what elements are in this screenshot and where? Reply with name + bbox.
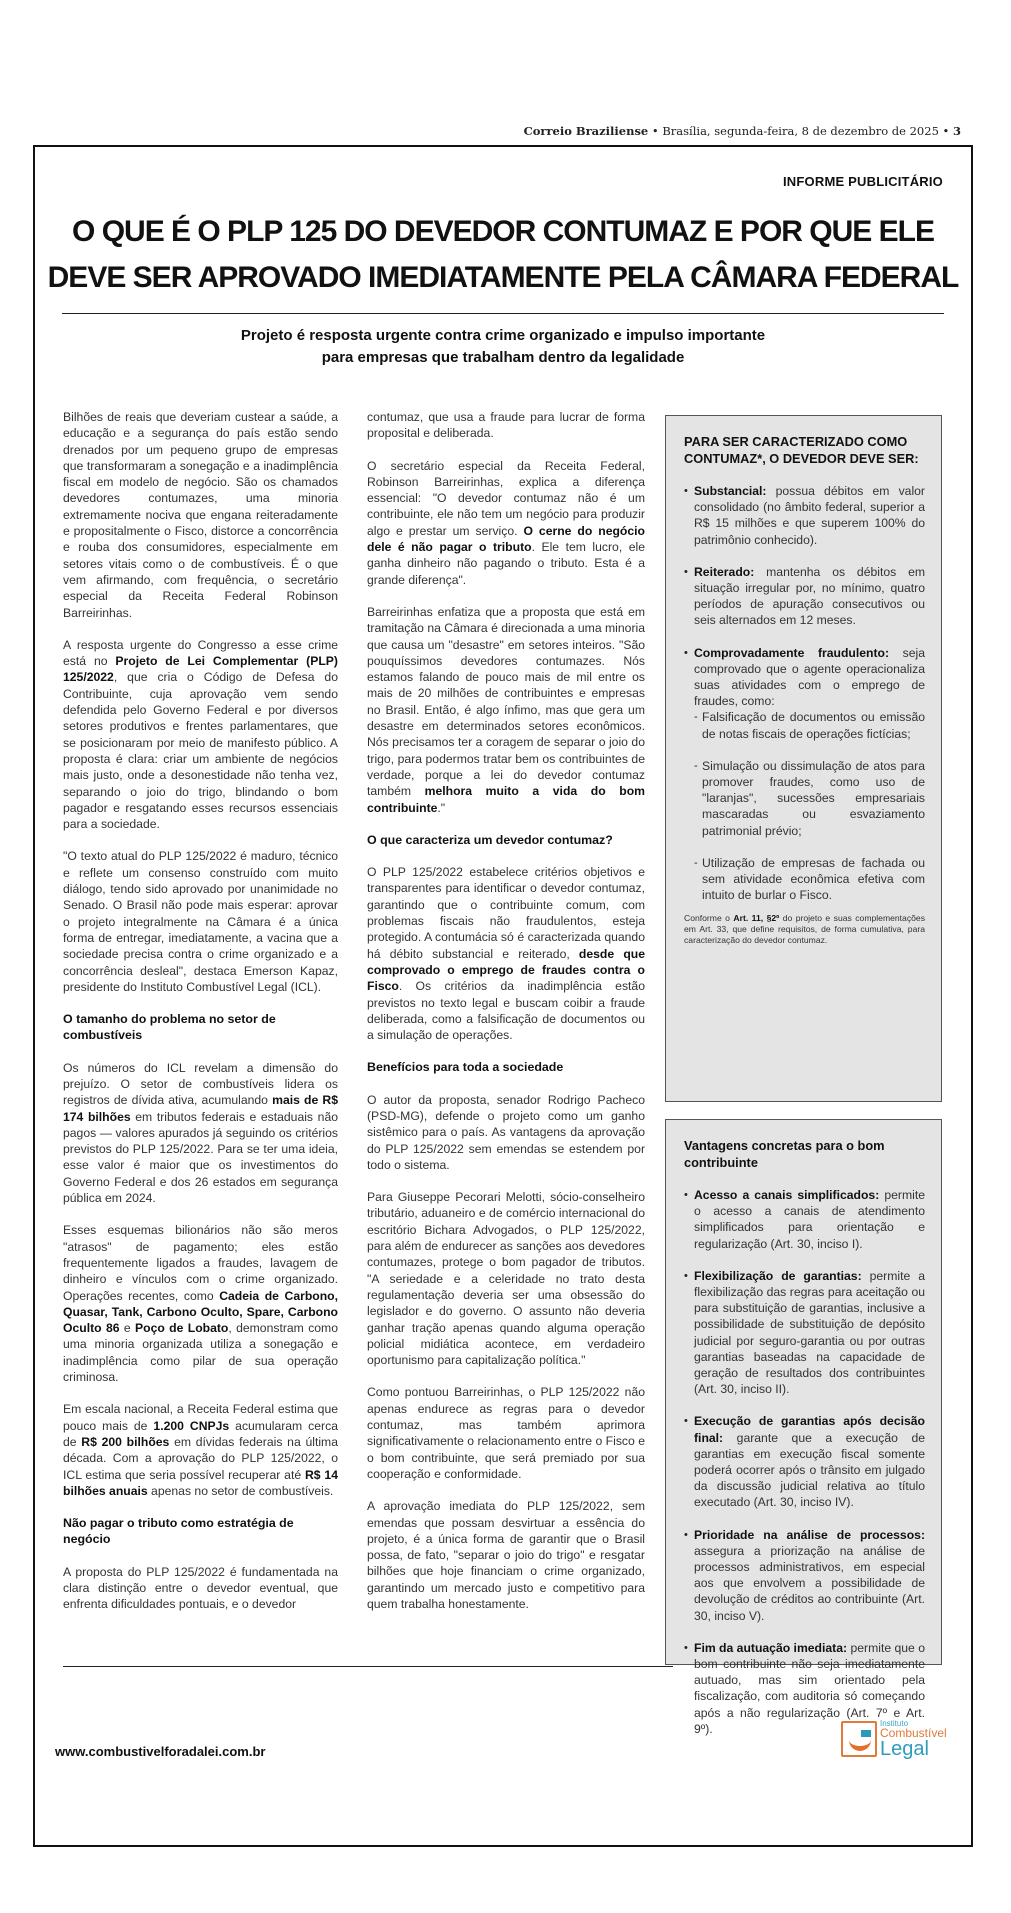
list-item: • Substancial: possua débitos em valor consolidado (no âmbito federal, superior a R$ 15 milhões e que superem 100% do patrimônio conhecido). (684, 483, 925, 548)
footnote: Conforme o Art. 11, §2º do projeto e suas complementações em Art. 33, que define requisitos, de forma cumulativa, para caracterização do devedor contumaz. (684, 913, 925, 946)
divider (62, 313, 944, 314)
list-item: • Reiterado: mantenha os débitos em situação irregular por, no mínimo, quatro períodos de apuração consecutivos ou seis alternados em 12 meses. (684, 564, 925, 629)
section-heading: Benefícios para toda a sociedade (367, 1060, 564, 1075)
logo-mark-icon (841, 1721, 877, 1757)
headline (45, 209, 961, 301)
advantages-list (684, 1187, 925, 1737)
criteria-sidebar-box (665, 415, 942, 1102)
list-item: • Fim da autuação imediata: permite que o bom contribuinte não seja imediatamente autuado, mas sim orientado pela fiscalização, com auditoria só começando após a não regularização (Art. 7º e Art. 9º). (684, 1640, 925, 1737)
paragraph: Como pontuou Barreirinhas, o PLP 125/2022 não apenas endurece as regras para o devedor contumaz, mas também aprimora significativamente o relacionamento entre o Fisco e o bom contribuinte, que será premiado por sua cooperação e conformidade. (367, 1385, 645, 1481)
logo-text-line-1: Instituto (880, 1719, 909, 1728)
sub-list-item: - Falsificação de documentos ou emissão de notas fiscais de operações fictícias; (694, 709, 925, 741)
logo-smile-icon (849, 1737, 871, 1751)
instituto-combustivel-legal-logo (841, 1719, 949, 1763)
paragraph: O PLP 125/2022 estabelece critérios objetivos e transparentes para identificar o devedor contumaz, garantindo que o contribuinte comum, com problemas fiscais não fraudulentos, esteja protegido. A contumácia só é caracterizada quando há débito substancial e reiterado, desde que comprovado o emprego de fraudes contra o Fisco. Os critérios da inadimplência estão previstos no texto legal e buscam coibir a fraude deliberada, como a falsificação de documentos ou a simulação de operações. (367, 865, 645, 1043)
section-heading: Não pagar o tributo como estratégia de negócio (63, 1516, 294, 1547)
paragraph: Barreirinhas enfatiza que a proposta que está em tramitação na Câmara é direcionada a uma minoria que causa um "desastre" em setores inteiros. "São pouquíssimos devedores contumazes. Nós estamos falando de pouco mais de mil entre os mais de 20 milhões de contribuintes e empresas no Brasil. Então, é algo ínfimo, mas que gera um desastre em determinados setores econômicos. Nós precisamos ter a coragem de separar o joio do trigo, para podermos tratar bem os contribuintes de verdade, porque a lei do devedor contumaz também melhora muito a vida do bom contribuinte." (367, 604, 645, 815)
subhead-line-1: Projeto é resposta urgente contra crime organizado e impulso importante (240, 327, 766, 344)
headline-line-1: O QUE É O PLP 125 DO DEVEDOR CONTUMAZ E POR QUE ELE (72, 215, 934, 248)
logo-bars-icon (861, 1730, 871, 1737)
newspaper-name: Correio Braziliense (523, 124, 649, 138)
list-item: • Execução de garantias após decisão final: garante que a execução de garantias em execução fiscal somente poderá ocorrer após o trânsito em julgado da discussão judicial relativa ao título executado (Art. 30, inciso IV). (684, 1413, 925, 1510)
box-title: PARA SER CARACTERIZADO COMO CONTUMAZ*, O DEVEDOR DEVE SER: (684, 434, 919, 466)
criteria-list (684, 483, 925, 903)
paragraph: A proposta do PLP 125/2022 é fundamentada na clara distinção entre o devedor eventual, que enfrenta dificuldades pontuais, e o devedor (63, 1564, 338, 1612)
section-heading: O que caracteriza um devedor contumaz? (367, 832, 613, 847)
fraud-examples-list (694, 709, 925, 903)
page-number: 3 (952, 124, 961, 138)
sub-list-item: - Simulação ou dissimulação de atos para promover fraudes, como uso de "laranjas", sucessões empresariais mascaradas ou esvaziamento patrimonial prévio; (694, 758, 925, 839)
paragraph: Em escala nacional, a Receita Federal estima que pouco mais de 1.200 CNPJs acumularam cerca de R$ 200 bilhões em dívidas federais na última década. Com a aprovação do PLP 125/2022, o ICL estima que seria possível recuperar até R$ 14 bilhões anuais apenas no setor de combustíveis. (63, 1402, 338, 1498)
paragraph: O secretário especial da Receita Federal, Robinson Barreirinhas, explica a diferença essencial: "O devedor contumaz não é um contribuinte, ele não tem um negócio para produzir algo e prestar um serviço. O cerne do negócio dele é não pagar o tributo. Ele tem lucro, ele ganha dinheiro não pagando o tributo. Esta é a grande diferença". (367, 458, 645, 587)
logo-text-line-3: Legal (880, 1738, 929, 1760)
paragraph: A resposta urgente do Congresso a esse crime está no Projeto de Lei Complementar (PLP) 125/2022, que cria o Código de Defesa do Contribuinte, cuja aprovação vem sendo defendida pelo Governo Federal e por diversos setores produtivos e frentes parlamentares, que se posicionaram por meio de manifesto público. A proposta é clara: criar um ambiente de negócios mais justo, onde a desonestidade não tenha vez, separando o joio do trigo, blindando o bom pagador e resgatando esses recursos essenciais para a sociedade. (63, 637, 338, 832)
logo-text-line-2: Combustível (880, 1726, 947, 1740)
list-item: • Comprovadamente fraudulento: seja comprovado que o agente operacionaliza suas atividades com o emprego de fraudes, como: - Falsificação de documentos ou emissão de notas fiscais de operações fictícias; - Simulação ou dissimulação de atos para promover fraudes, como uso de "laranjas", sucessões empresariais mascaradas ou esvaziamento patrimonial prévio; - Utilização de empresas de fachada ou sem atividade econômica efetiva com intuito de burlar o Fisco. (684, 645, 925, 904)
article-column-2 (367, 409, 645, 1628)
paragraph: Os números do ICL revelam a dimensão do prejuízo. O setor de combustíveis lidera os registros de dívida ativa, acumulando mais de R$ 174 bilhões em tributos federais e estaduais não pagos — valores apurados já seguindo os critérios previstos do PLP 125/2022. Para se ter uma ideia, esse valor é maior que os investimentos do Governo Federal e dos 26 estados em segurança pública em 2024. (63, 1060, 338, 1206)
list-item: • Acesso a canais simplificados: permite o acesso a canais de atendimento simplificados para orientação e regularização (Art. 30, inciso I). (684, 1187, 925, 1252)
masthead (524, 124, 961, 138)
informe-label: INFORME PUBLICITÁRIO (783, 174, 943, 189)
subheadline (65, 325, 941, 369)
advertorial-frame (33, 145, 973, 1847)
paragraph: O autor da proposta, senador Rodrigo Pacheco (PSD-MG), defende o projeto como um ganho sistêmico para o país. As vantagens da aprovação do PLP 125/2022 sem emendas se estendem por todo o sistema. (367, 1092, 645, 1172)
website-link[interactable]: www.combustivelforadalei.com.br (55, 1744, 266, 1759)
bottom-divider (63, 1666, 673, 1667)
paragraph: A aprovação imediata do PLP 125/2022, sem emendas que possam desvirtuar a essência do projeto, é a única forma de garantir que o Brasil possa, de fato, "separar o joio do trigo" e resgatar bilhões que hoje financiam o crime organizado, garantindo um mercado justo e competitivo para quem trabalha honestamente. (367, 1499, 645, 1611)
quote-paragraph: "O texto atual do PLP 125/2022 é maduro, técnico e reflete um consenso construído com muito diálogo, tendo sido aprovado por unanimidade no Senado. O Brasil não pode mais esperar: aprovar o projeto integralmente na Câmara é a única forma de entregar, imediatamente, a vacina que a sociedade precisa contra o crime organizado e a concorrência desleal", destaca Emerson Kapaz, presidente do Instituto Combustível Legal (ICL). (63, 849, 338, 994)
box-title: Vantagens concretas para o bom contribuinte (684, 1138, 885, 1170)
subhead-line-2: para empresas que trabalham dentro da legalidade (321, 349, 685, 366)
paragraph: Bilhões de reais que deveriam custear a saúde, a educação e a segurança do país estão sendo drenados por um pequeno grupo de empresas que transformaram a sonegação e a inadimplência fiscal em modelo de negócio. São os chamados devedores contumazes, uma minoria extremamente nociva que engana reiteradamente e propositalmente o Fisco, distorce a concorrência e rouba dos consumidores, especialmente em setores vitais como o de combustíveis. É o que vem afirmando, com frequência, o secretário especial da Receita Federal Robinson Barreirinhas. (63, 410, 338, 620)
paragraph: contumaz, que usa a fraude para lucrar de forma proposital e deliberada. (367, 410, 645, 441)
sub-list-item: - Utilização de empresas de fachada ou sem atividade econômica efetiva com intuito de burlar o Fisco. (694, 855, 925, 904)
section-heading: O tamanho do problema no setor de combustíveis (63, 1012, 276, 1043)
list-item: • Prioridade na análise de processos: assegura a priorização na análise de processos administrativos, em especial aos que envolvem a possibilidade de devolução de créditos ao contribuinte (Art. 30, inciso V). (684, 1527, 925, 1624)
paragraph: Esses esquemas bilionários não são meros "atrasos" de pagamento; eles estão frequentemente ligados a fraudes, lavagem de dinheiro e vínculos com o crime organizado. Operações recentes, como Cadeia de Carbono, Quasar, Tank, Carbono Oculto, Spare, Carbono Oculto 86 e Poço de Lobato, demonstram como uma minoria organizada utiliza a sonegação e inadimplência como pilar de sua operação criminosa. (63, 1223, 338, 1385)
masthead-date: • Brasília, segunda-feira, 8 de dezembro de 2025 • (648, 124, 953, 138)
list-item: • Flexibilização de garantias: permite a flexibilização das regras para aceitação ou para substituição de garantias, inclusive a possibilidade de substituição de depósito judicial por seguro-garantia ou por outras garantias baseadas na capacidade de geração de resultados dos contribuintes (Art. 30, inciso II). (684, 1268, 925, 1398)
headline-line-2: DEVE SER APROVADO IMEDIATAMENTE PELA CÂMARA FEDERAL (47, 261, 959, 294)
article-column-1 (63, 409, 338, 1629)
paragraph: Para Giuseppe Pecorari Melotti, sócio-conselheiro tributário, aduaneiro e de comércio internacional do escritório Bichara Advogados, o PLP 125/2022, para além de endurecer as sanções aos devedores contumazes, protege o bom pagador de tributos. "A seriedade e a celeridade no trato desta regulamentação deveria ser uma obsessão do legislador e do governo. O assunto não deveria ganhar tração apenas quando alguma operação policial midiática acontece, em verdadeiro oportunismo para capitalização política." (367, 1190, 645, 1368)
